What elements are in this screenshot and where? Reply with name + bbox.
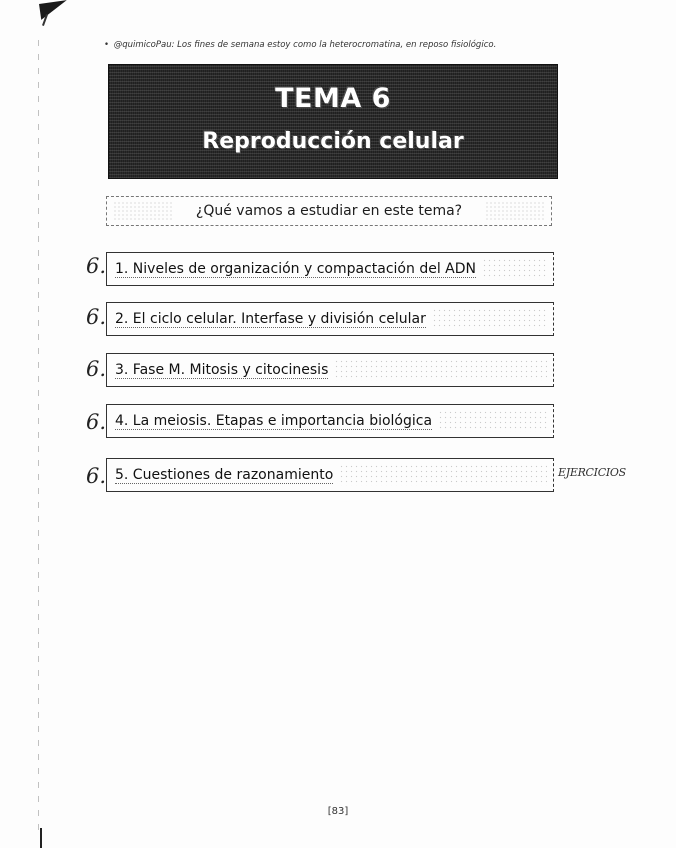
scan-noise: [334, 359, 547, 381]
page-number: [83]: [327, 806, 349, 817]
scan-noise: [432, 308, 547, 330]
chapter-title-block: [108, 64, 558, 179]
topic-item-1: [106, 252, 554, 286]
handwritten-side-note: EJERCICIOS: [558, 466, 626, 479]
scan-noise: [482, 258, 547, 280]
scan-noise: [438, 410, 547, 432]
topic-item-label: 5. Cuestiones de razonamiento: [115, 466, 334, 483]
topic-item-label: 4. La meiosis. Etapas e importancia biológica: [115, 412, 433, 429]
topic-item-2: [106, 302, 554, 336]
topic-item-label: 1. Niveles de organización y compactación del ADN: [115, 260, 476, 277]
header-quote: [104, 40, 496, 50]
header-bullet: •: [104, 40, 110, 50]
handwritten-mark-5: 6.: [86, 464, 107, 488]
header-quote-text: @quimicoPau: Los fines de semana estoy como la heterocromatina, en reposo fisiológico.: [113, 40, 497, 50]
topic-item-5: [106, 458, 554, 492]
topic-item-3: [106, 353, 554, 387]
topic-item-4: [106, 404, 554, 438]
handwritten-mark-2: 6.: [86, 305, 107, 329]
scan-noise: [485, 201, 545, 221]
chapter-number: TEMA 6: [275, 83, 391, 114]
handwritten-mark-3: 6.: [86, 357, 107, 381]
chapter-title: Reproducción celular: [202, 129, 464, 154]
topic-item-label: 2. El ciclo celular. Interfase y división celular: [115, 310, 426, 327]
scan-noise: [113, 201, 173, 221]
handwritten-mark-1: 6.: [86, 254, 107, 278]
topic-question-box: [106, 196, 552, 226]
topic-question: ¿Qué vamos a estudiar en este tema?: [195, 203, 463, 219]
scan-bottom-mark: [40, 828, 42, 848]
corner-scan-mark: [39, 0, 69, 20]
scan-noise: [339, 464, 547, 486]
scan-edge-line: [38, 40, 39, 830]
handwritten-mark-4: 6.: [86, 410, 107, 434]
topic-item-label: 3. Fase M. Mitosis y citocinesis: [115, 361, 329, 378]
